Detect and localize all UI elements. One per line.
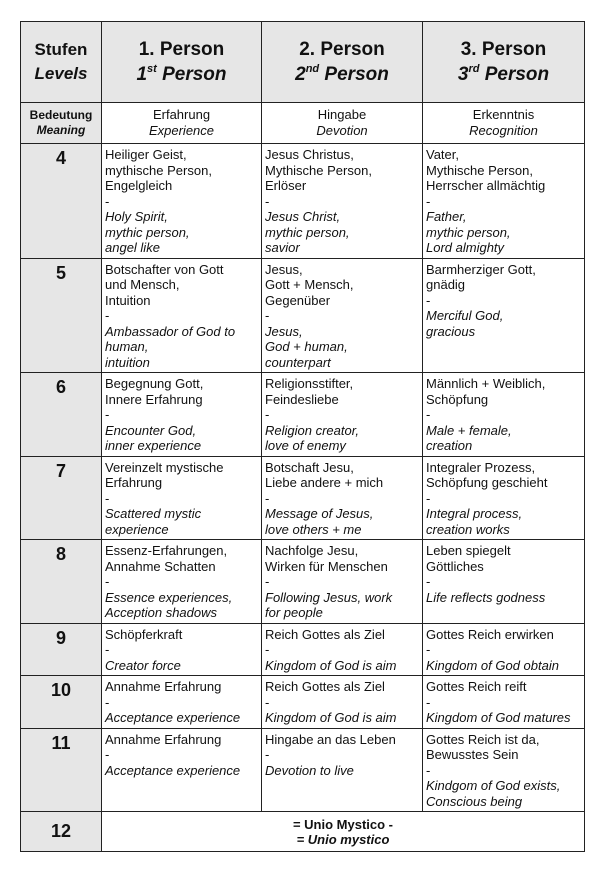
header-person-2 (262, 22, 423, 103)
german-text: Integraler Prozess, Schöpfung geschieht (426, 459, 548, 490)
german-text: Leben spiegelt Göttliches (426, 543, 511, 574)
english-text: Jesus Christ, mythic person, savior (265, 209, 350, 255)
german-text: Barmherziger Gott, gnädig (426, 261, 536, 292)
person-1-cell (102, 728, 262, 812)
header-person-1-de: 1. Person (138, 39, 225, 60)
person-2-cell (262, 258, 423, 373)
english-text: Acceptance experience (105, 762, 241, 778)
person-3-cell (423, 540, 585, 624)
english-text: Acceptance experience (105, 710, 241, 725)
separator-dash: - (105, 694, 110, 710)
level-row (21, 728, 585, 812)
unio-mystico-cell (102, 812, 585, 852)
person-3-cell (423, 258, 585, 373)
level-row (21, 540, 585, 624)
german-text: Begegnung Gott, Innere Erfahrung (105, 376, 204, 407)
level-row (21, 456, 585, 540)
english-text: Kindgom of God exists, Conscious being (426, 778, 561, 809)
person-3-cell (423, 623, 585, 676)
english-text: Kingdom of God matures (426, 710, 571, 725)
meaning-col-3: Erkenntnis Recognition (423, 103, 585, 144)
german-text: Vater, Mythische Person, Herrscher allmächtig (426, 147, 546, 193)
separator-dash: - (426, 762, 431, 778)
separator-dash: - (265, 574, 270, 589)
person-1-cell (102, 540, 262, 624)
german-text: Jesus Christus, Mythische Person, Erlöser (265, 147, 372, 193)
header-person-3 (423, 22, 585, 103)
person-1-cell (102, 144, 262, 259)
german-text: Religionsstifter, Feindesliebe (265, 376, 354, 407)
person-1-cell (102, 258, 262, 373)
english-text: Following Jesus, work for people (265, 589, 393, 620)
german-text: Heiliger Geist, mythische Person, Engelgleich (105, 147, 212, 193)
german-text: Botschafter von Gott und Mensch, Intuition (105, 261, 224, 308)
german-text: Gottes Reich ist da, Bewusstes Sein (426, 731, 540, 762)
german-text: Nachfolge Jesu, Wirken für Menschen (265, 543, 388, 574)
level-row (21, 373, 585, 457)
german-text: Vereinzelt mystische Erfahrung (105, 459, 224, 490)
person-2-cell (262, 144, 423, 259)
separator-dash: - (105, 193, 110, 209)
level-rows (21, 144, 585, 812)
meaning-label (21, 103, 102, 144)
separator-dash: - (265, 193, 270, 209)
header-person-3-de: 3. Person (460, 39, 547, 60)
level-number: 12 (21, 812, 102, 852)
separator-dash: - (105, 407, 110, 422)
separator-dash: - (105, 490, 110, 506)
header-levels-de: Stufen (34, 40, 88, 59)
separator-dash: - (265, 747, 270, 762)
separator-dash: - (426, 193, 431, 209)
german-text: Jesus, Gott + Mensch, Gegenüber (265, 261, 354, 308)
level-number: 8 (21, 540, 102, 624)
english-text: Holy Spirit, mythic person, angel like (105, 209, 190, 255)
level-number: 7 (21, 456, 102, 540)
english-text: Religion creator, love of enemy (265, 422, 359, 453)
header-person-2-en: 2nd Person (295, 63, 389, 85)
separator-dash: - (426, 292, 431, 308)
person-3-cell (423, 676, 585, 729)
level-number: 5 (21, 258, 102, 373)
person-2-cell (262, 623, 423, 676)
english-text: Kingdom of God is aim (265, 710, 397, 725)
meaning-label-en: Meaning (36, 123, 86, 137)
separator-dash: - (265, 490, 270, 506)
english-text: Essence experiences, Acception shadows (105, 589, 233, 620)
level-row (21, 676, 585, 729)
person-1-cell (102, 623, 262, 676)
separator-dash: - (426, 694, 431, 710)
separator-dash: - (426, 574, 431, 589)
meaning-col-1: Erfahrung Experience (102, 103, 262, 144)
level-number: 11 (21, 728, 102, 812)
level-number: 9 (21, 623, 102, 676)
english-text: Merciful God, gracious (426, 308, 504, 339)
english-text: Kingdom of God obtain (426, 657, 559, 673)
english-text: Integral process, creation works (426, 506, 523, 537)
english-text: Jesus, God + human, counterpart (265, 323, 348, 370)
german-text: Annahme Erfahrung (105, 731, 222, 747)
separator-dash: - (105, 574, 110, 589)
separator-dash: - (426, 642, 431, 657)
german-text: Gottes Reich erwirken (426, 626, 554, 642)
separator-dash: - (265, 308, 270, 323)
header-person-2-de: 2. Person (299, 39, 385, 60)
levels-table (20, 21, 585, 852)
english-text: Message of Jesus, love others + me (265, 506, 374, 537)
english-text: Devotion to live (265, 762, 354, 778)
separator-dash: - (265, 694, 270, 710)
level-row (21, 623, 585, 676)
person-2-cell (262, 676, 423, 729)
german-text: Hingabe an das Leben (265, 731, 396, 747)
german-text: Gottes Reich reift (426, 679, 527, 694)
person-2-cell (262, 540, 423, 624)
person-2-cell (262, 728, 423, 812)
person-1-cell (102, 456, 262, 540)
person-3-cell (423, 456, 585, 540)
separator-dash: - (265, 642, 270, 657)
separator-dash: - (426, 490, 431, 506)
person-3-cell (423, 728, 585, 812)
english-text: Life reflects godness (426, 589, 546, 605)
level-row (21, 144, 585, 259)
separator-dash: - (105, 308, 110, 323)
person-2-cell (262, 456, 423, 540)
person-1-cell (102, 676, 262, 729)
final-row (21, 812, 585, 852)
english-text: Father, mythic person, Lord almighty (426, 209, 511, 255)
german-text: Essenz-Erfahrungen, Annahme Schatten (105, 543, 228, 574)
english-text: Ambassador of God to human, intuition (105, 323, 236, 370)
level-number: 6 (21, 373, 102, 457)
meaning-label-de: Bedeutung (29, 108, 93, 122)
english-text: Creator force (105, 657, 181, 673)
german-text: Männlich + Weiblich, Schöpfung (426, 376, 546, 407)
english-text: Kingdom of God is aim (265, 657, 397, 673)
header-levels (21, 22, 102, 103)
person-3-cell (423, 144, 585, 259)
level-row (21, 258, 585, 373)
meaning-row (21, 103, 585, 144)
german-text: Botschaft Jesu, Liebe andere + mich (265, 459, 384, 490)
separator-dash: - (265, 407, 270, 422)
header-row (21, 22, 585, 103)
person-2-cell (262, 373, 423, 457)
level-number: 10 (21, 676, 102, 729)
german-text: Reich Gottes als Ziel (265, 626, 385, 642)
german-text: Reich Gottes als Ziel (265, 679, 385, 694)
levels-table-container (20, 21, 585, 852)
header-person-1 (102, 22, 262, 103)
separator-dash: - (105, 747, 110, 762)
unio-mystico-en: = Unio mystico (296, 831, 390, 847)
level-number: 4 (21, 144, 102, 259)
german-text: Annahme Erfahrung (105, 679, 222, 694)
header-person-1-en: 1st Person (136, 63, 227, 85)
separator-dash: - (105, 642, 110, 657)
header-person-3-en: 3rd Person (457, 63, 550, 85)
english-text: Encounter God, inner experience (105, 422, 202, 453)
header-levels-en: Levels (34, 64, 88, 83)
english-text: Scattered mystic experience (105, 506, 202, 537)
person-1-cell (102, 373, 262, 457)
separator-dash: - (426, 407, 431, 422)
person-3-cell (423, 373, 585, 457)
german-text: Schöpferkraft (105, 626, 183, 642)
meaning-col-2: Hingabe Devotion (262, 103, 423, 144)
english-text: Male + female, creation (426, 422, 512, 453)
unio-mystico-de: = Unio Mystico - (292, 816, 394, 832)
